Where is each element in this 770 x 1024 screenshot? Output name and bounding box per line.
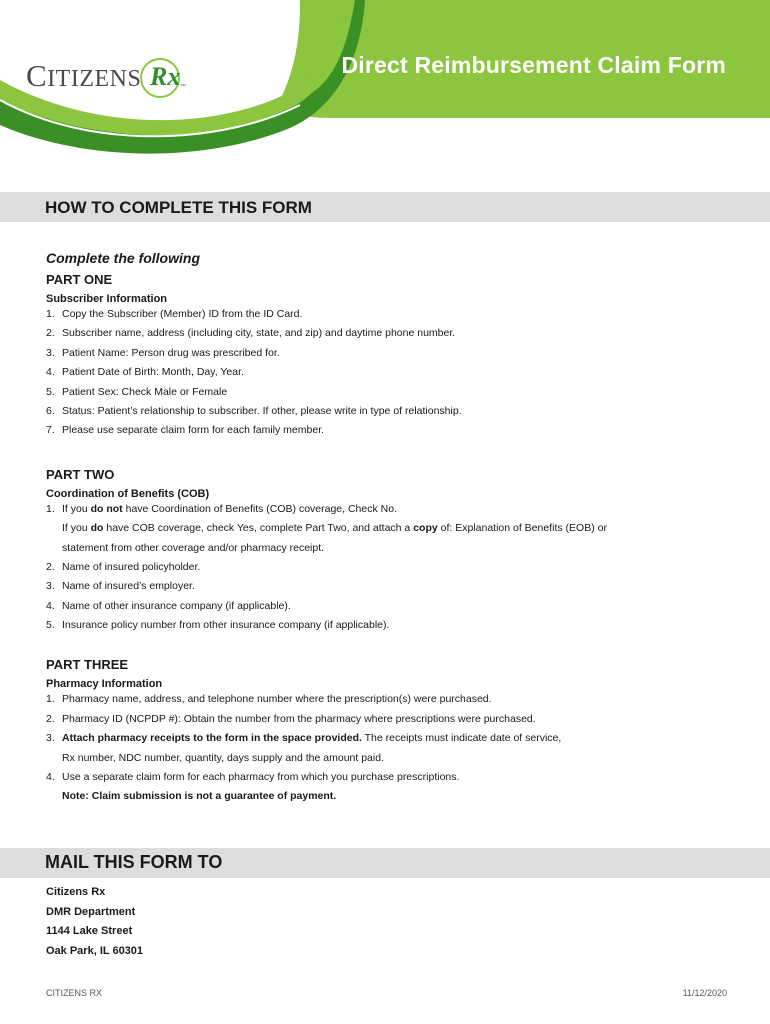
- address-line: Citizens Rx: [46, 886, 106, 898]
- list-item: 3. Name of insured’s employer.: [46, 580, 195, 593]
- address-line: 1144 Lake Street: [46, 925, 133, 937]
- list-item: 3. Patient Name: Person drug was prescribed for.: [46, 346, 280, 359]
- list-item: 4. Use a separate claim form for each pharmacy from which you purchase prescriptions.: [46, 771, 460, 784]
- mailing-address: [46, 883, 143, 961]
- part-three-subheading: Pharmacy Information: [46, 678, 163, 691]
- section-band-how-to: [0, 192, 770, 222]
- citizens-rx-logo: [26, 58, 186, 94]
- logo-rx: Rx: [150, 62, 181, 91]
- list-item: 2. Subscriber name, address (including city, state, and zip) and daytime phone number.: [46, 327, 456, 340]
- section-title-mail: MAIL THIS FORM TO: [45, 852, 223, 872]
- list-item-continuation: statement from other coverage and/or pharmacy receipt.: [62, 541, 325, 554]
- part-two-heading: PART TWO: [46, 466, 115, 482]
- list-item: 3. Attach pharmacy receipts to the form in the space provided. The receipts must indicate date of service,: [46, 732, 562, 745]
- logo-word: ITIZENS: [47, 66, 142, 92]
- list-item: 6. Status: Patient’s relationship to subscriber. If other, please write in type of relationship.: [46, 404, 462, 417]
- logo-initial: C: [26, 58, 48, 93]
- part-two-subheading: Coordination of Benefits (COB): [46, 487, 210, 500]
- section-title-how-to: HOW TO COMPLETE THIS FORM: [45, 198, 312, 217]
- footer-company: CITIZENS RX: [46, 988, 103, 998]
- section-band-mail: [0, 848, 770, 878]
- list-item: 1. If you do not have Coordination of Benefits (COB) coverage, Check No.: [46, 502, 397, 515]
- list-item: 7. Please use separate claim form for each family member.: [46, 424, 325, 437]
- address-line: Oak Park, IL 60301: [46, 944, 144, 957]
- part-three-heading: PART THREE: [46, 657, 129, 673]
- list-item-continuation: If you do have COB coverage, check Yes, complete Part Two, and attach a copy of: Explanation of Benefits (EOB) or: [62, 522, 607, 535]
- instructions-body: [46, 250, 746, 807]
- list-item: 2. Pharmacy ID (NCPDP #): Obtain the number from the pharmacy where prescriptions were purchased.: [46, 712, 536, 725]
- part-three-list: [46, 690, 746, 806]
- intro-text: Complete the following: [46, 250, 200, 266]
- list-item: 4. Patient Date of Birth: Month, Day, Year.: [46, 366, 244, 379]
- list-item: 5. Insurance policy number from other insurance company (if applicable).: [46, 619, 390, 632]
- address-line: DMR Department: [46, 905, 136, 918]
- list-item: 1. Pharmacy name, address, and telephone number where the prescription(s) were purchased.: [46, 693, 492, 706]
- list-item: 2. Name of insured policyholder.: [46, 560, 201, 573]
- part-one-heading: PART ONE: [46, 272, 113, 287]
- list-item-continuation: Rx number, NDC number, quantity, days supply and the amount paid.: [62, 751, 384, 764]
- form-title: Direct Reimbursement Claim Form: [341, 52, 726, 78]
- list-item: 5. Patient Sex: Check Male or Female: [46, 385, 228, 398]
- list-item: 4. Name of other insurance company (if applicable).: [46, 599, 291, 612]
- logo-trademark: ™: [180, 84, 186, 90]
- payment-note: Note: Claim submission is not a guarantee of payment.: [62, 790, 337, 803]
- list-item: 1. Copy the Subscriber (Member) ID from the ID Card.: [46, 308, 303, 320]
- part-two-list: [46, 500, 746, 636]
- page-header: [0, 0, 770, 160]
- footer-date: 11/12/2020: [682, 988, 727, 998]
- part-one-subheading: Subscriber Information: [46, 293, 168, 305]
- part-one-list: [46, 305, 746, 441]
